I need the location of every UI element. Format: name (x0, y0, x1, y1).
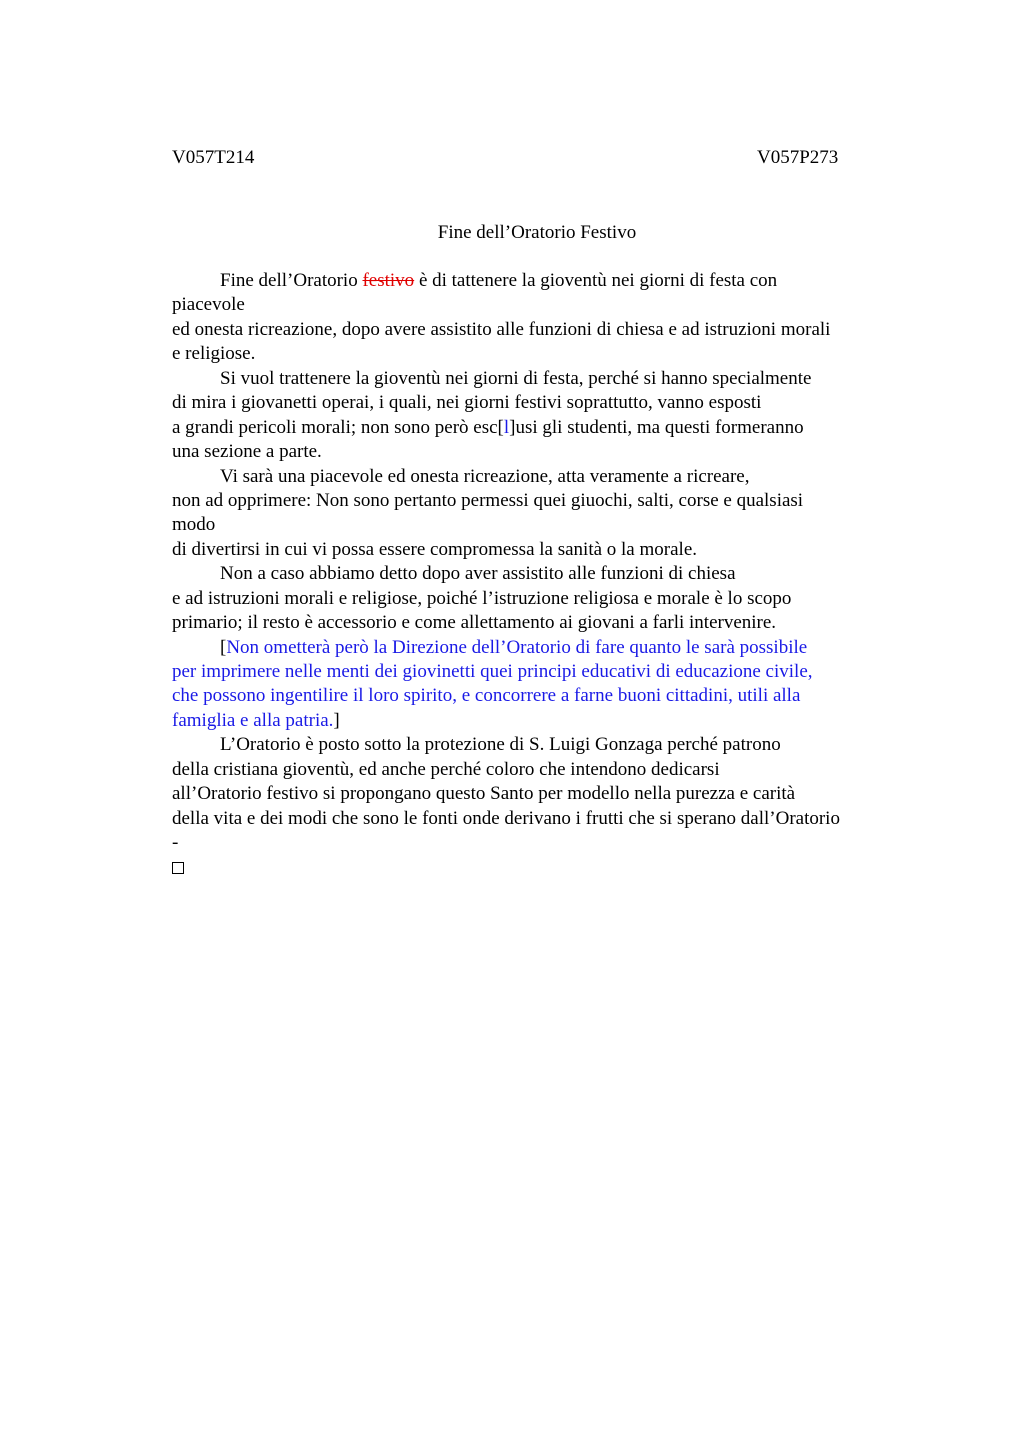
page-title: Fine dell’Oratorio Festivo (437, 222, 637, 243)
text-line: Vi sarà una piacevole ed onesta ricreazione, atta veramente a ricreare, (220, 465, 750, 487)
text-line: della vita e dei modi che sono le fonti onde derivano i frutti che si sperano dall’Oratorio (172, 807, 840, 829)
text-line: - (172, 832, 179, 854)
text-span: ]usi gli studenti, ma questi formeranno (509, 416, 804, 438)
text-span: Fine dell’Oratorio (220, 270, 363, 291)
inserted-letter: l (503, 416, 510, 438)
text-line: all’Oratorio festivo si propongano questo Santo per modello nella purezza e carità (172, 783, 796, 805)
checkbox-line (172, 856, 912, 880)
text-line (172, 636, 912, 660)
text-line: L’Oratorio è posto sotto la protezione di S. Luigi Gonzaga perché patrono (220, 734, 781, 756)
text-line: Non a caso abbiamo detto dopo aver assistito alle funzioni di chiesa (220, 563, 736, 585)
text-line: della cristiana gioventù, ed anche perché coloro che intendono dedicarsi (172, 758, 720, 780)
text-line: di mira i giovanetti operai, i quali, nei giorni festivi soprattutto, vanno esposti (172, 392, 762, 414)
text-span: è di tattenere la gioventù nei giorni di festa con (414, 270, 778, 291)
inserted-text-line: per imprimere nelle menti dei giovinetti quei principi educativi di educazione civile, (172, 661, 813, 682)
text-line: e ad istruzioni morali e religiose, poiché l’istruzione religiosa e morale è lo scopo (172, 587, 792, 609)
text-span: a grandi pericoli morali; non sono però esc[ (172, 416, 504, 438)
deleted-word: festivo (362, 270, 415, 291)
bracket-open: [ (220, 636, 227, 658)
inserted-text: famiglia e alla patria. (172, 709, 334, 731)
text-line: di divertirsi in cui vi possa essere compromessa la sanità o la morale. (172, 538, 697, 560)
document-body (172, 269, 912, 880)
inserted-text: Non ometterà però la Direzione dell’Oratorio di fare quanto le sarà possibile (226, 636, 808, 658)
text-line: modo (172, 514, 216, 536)
text-line: primario; il resto è accessorio e come allettamento ai giovani a farli intervenire. (172, 612, 777, 634)
text-line: piacevole (172, 294, 245, 316)
bracket-close: ] (333, 709, 340, 731)
text-line: e religiose. (172, 343, 256, 365)
document-code-left: V057T214 (172, 147, 255, 168)
text-line: una sezione a parte. (172, 441, 322, 463)
text-line: ed onesta ricreazione, dopo avere assistito alle funzioni di chiesa e ad istruzioni morali (172, 318, 831, 340)
text-line (172, 416, 912, 440)
text-line: non ad opprimere: Non sono pertanto permessi quei giuochi, salti, corse e qualsiasi (172, 489, 804, 511)
text-line (172, 269, 912, 293)
checkbox-icon (172, 862, 184, 874)
document-code-right: V057P273 (757, 147, 839, 168)
inserted-text-line: che possono ingentilire il loro spirito, e concorrere a farne buoni cittadini, utili alla (172, 685, 801, 707)
text-line (172, 709, 912, 733)
text-line: Si vuol trattenere la gioventù nei giorni di festa, perché si hanno specialmente (220, 367, 812, 389)
